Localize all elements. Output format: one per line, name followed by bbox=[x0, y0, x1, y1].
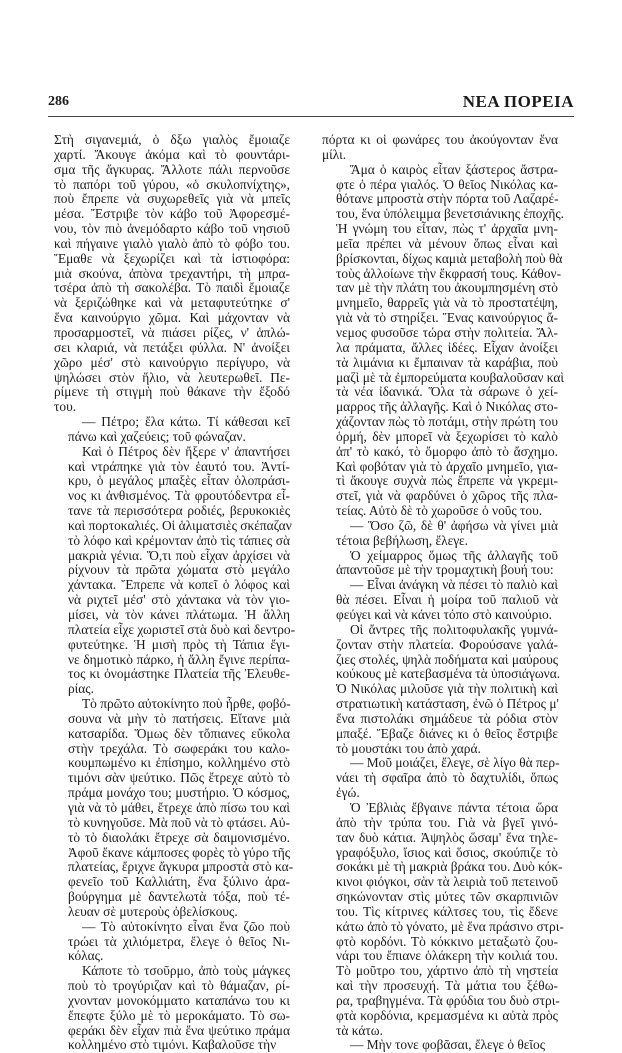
text-line: χάντακα. Ἔπρεπε νὰ κοπεῖ ὁ λόφος καὶ bbox=[68, 577, 290, 593]
text-line: σουνα νὰ μὴν τὸ πατήσεις. Εἴτανε μιὰ bbox=[68, 710, 290, 726]
text-line: ζιες στολές, ψηλὰ ποδήματα καὶ μαύρους bbox=[336, 651, 558, 667]
paragraph bbox=[322, 621, 561, 757]
text-line: ρίμενε τὴ στιγμὴ ποὺ θάκανε τὴν ἔξοδό bbox=[54, 384, 290, 400]
text-line: — Μὴν τονε φοβᾶσαι, ἔλεγε ὁ θεῖος bbox=[350, 1037, 546, 1053]
paragraph bbox=[54, 920, 290, 965]
page-header bbox=[48, 94, 574, 117]
text-line: πάνω καὶ χαζεύεις; τοῦ φώναζαν. bbox=[68, 428, 246, 444]
text-line: πόρτα κι οἱ φωνάρες του ἀκούγονταν ἕνα bbox=[322, 132, 558, 147]
text-line: καὶ πορτοκαλιές. Οἱ ἁλιματσιὲς σκέπαζαν bbox=[68, 517, 292, 533]
text-line: του. Τὶς κίτρινες κάλτσες του, τὶς ἔδενε bbox=[336, 903, 558, 919]
text-line: μνημεῖο, θαρρεῖς γιὰ νὰ τὸ προστατέψη, bbox=[336, 295, 558, 311]
text-line: γιὰ νὰ τὸ μάθει, ἔτρεχε ἀπὸ πίσω του καὶ bbox=[68, 799, 290, 815]
text-line: Οἱ ἄντρες τῆς πολιτοφυλακῆς γυμνά- bbox=[350, 621, 558, 637]
text-line: τος κι ὀνομάστηκε Πλατεία τῆς Ἐλευθε- bbox=[68, 666, 290, 682]
text-line: κόλας. bbox=[68, 948, 104, 964]
text-line: τὶ ἄκουγε συχνὰ πὼς ἔπρεπε νὰ γκρεμι- bbox=[336, 473, 558, 489]
text-line: ρα, τραβηγμένα. Τὰ φρύδια του δυὸ στρι- bbox=[336, 992, 560, 1008]
text-line: Καὶ φοβόταν γιὰ τὸ ἀρχαῖο μνημεῖο, για- bbox=[336, 458, 558, 474]
text-line: νου, τὸν πιὸ ἀνεμόδαρτο κάβο τοῦ νησιοῦ bbox=[54, 221, 290, 237]
text-line: ἕνα πιστολάκι σημάδευε τὰ ρόδια στὸν bbox=[336, 710, 558, 726]
text-line: κάτω ἀπὸ τὸ γόνατο, μὲ ἕνα πράσινο στρι- bbox=[336, 918, 564, 934]
paragraph bbox=[322, 519, 558, 549]
text-line: Ἀφοῦ ἔκανε κάμποσες φορὲς τὸ γύρο τῆς bbox=[68, 844, 290, 860]
text-line: Ὁ Νικόλας μιλοῦσε γιὰ τὴν πολιτικὴ καὶ bbox=[336, 681, 558, 697]
text-line: ψηλώσει στὸν ἥλιο, νὰ λευτερωθεῖ. Πε- bbox=[54, 369, 290, 385]
text-line: ρίχνουν τὰ πρῶτα χώματα στὸ μεγάλο bbox=[68, 562, 290, 578]
paragraph bbox=[322, 578, 558, 623]
paragraph bbox=[54, 443, 296, 697]
journal-title: ΝΕΑ ΠΟΡΕΙΑ bbox=[462, 92, 574, 111]
text-line: φεύγει καὶ νὰ κάνει τόπο στὸ καινούριο. bbox=[336, 607, 553, 622]
text-line: τείας. Αὐτὸ δὲ τὸ χωροῦσε ὁ νοῦς του. bbox=[336, 503, 543, 519]
text-line: Τὸ πρῶτο αὐτοκίνητο ποὺ ἦρθε, φοβό- bbox=[82, 696, 291, 712]
paragraph bbox=[322, 756, 558, 801]
text-line: Στὴ σιγανεμιά, ὁ δξω γιαλὸς ἔμοιαζε bbox=[54, 132, 290, 147]
text-line: φυτεύτηκε. Ἡ μισὴ πρὸς τὴ Τάπια ἔγι- bbox=[68, 636, 290, 652]
page-number: 286 bbox=[48, 94, 69, 109]
text-line: — Μοῦ μοιάζει, ἔλεγε, σὲ λίγο θὰ περ- bbox=[350, 755, 560, 771]
text-line: ζονταν στὴν πλατεία. Φορούσανε γαλά- bbox=[336, 636, 558, 652]
text-line: φτε ὁ πέρα γιαλός. Ὁ θεῖος Νικόλας κα- bbox=[336, 176, 558, 192]
text-line: κολλημένο στὸ τιμόνι. Καβαλοῦσε τὴν bbox=[68, 1037, 277, 1053]
text-line: μίσει, νὰ τὸν κάνει πλάτωμα. Ἡ ἄλλη bbox=[68, 607, 290, 622]
text-line: — Πέτρο; ἔλα κάτω. Τί κάθεσαι κεῖ bbox=[82, 414, 290, 430]
text-line: ἀπαντοῦσε μὲ τὴν τρομαχτικὴ βουή του: bbox=[336, 562, 554, 578]
text-line: σει κλαριά, νὰ πετάξει φύλλα. Ν' ἀνοίξει bbox=[54, 339, 290, 355]
text-line: Καὶ ὁ Πέτρος δὲν ἤξερε ν' ἀπαντήσει bbox=[82, 443, 290, 459]
paragraph bbox=[54, 415, 290, 445]
text-line: τιμόνι σὰν ψεύτικο. Πῶς ἔτρεχε αὐτὸ τὸ bbox=[68, 770, 290, 786]
right-text-column bbox=[322, 132, 565, 1053]
text-line: τὸ μουστάκι του ἀπὸ χαρά. bbox=[336, 740, 481, 756]
text-line: κατσαρίδα. Ὅμως δὲν τὄπιανες εὔκολα bbox=[68, 725, 290, 741]
paragraph bbox=[322, 799, 564, 1039]
text-line: του. bbox=[54, 399, 77, 415]
text-line: ὁρμή, δὲν μπορεῖ νὰ ξεχωρίσει τὸ καλὸ bbox=[336, 428, 558, 444]
text-line: χαρτί. Ἄκουγε ἀκόμα καὶ τὸ φουντάρι- bbox=[54, 146, 290, 162]
text-line: θὰ πέσει. Εἶναι ἡ μοίρα τοῦ παλιοῦ νὰ bbox=[336, 592, 558, 608]
text-line: καὶ ντράπηκε γιὰ τὸν ἑαυτό του. Ἀντί- bbox=[68, 458, 290, 474]
text-line: Ὁ Ἐβλιὰς ἔβγαινε πάντα τέτοια ὥρα bbox=[350, 799, 558, 815]
text-line: τὰ νέα ἰδανικά. Ὅλα τὰ σάρωνε ὁ χεί- bbox=[336, 384, 558, 400]
text-line: νὰ ξεριζώθηκε καὶ νὰ μεταφυτεύτηκε σ' bbox=[54, 295, 290, 311]
text-line: τὸ τὸ διαολάκι ἔτρεχε σὰ δαιμονισμένο. bbox=[68, 829, 290, 845]
text-line: τρώει τὰ χιλιόμετρα, ἔλεγε ὁ θεῖος Νι- bbox=[68, 933, 290, 949]
text-line: γραφόξυλο, ἴσιος καὶ ὅσιος, σκούπιζε τὸ bbox=[336, 844, 558, 860]
text-line: φεράκι δὲν εἶχαν πιὰ ἕνα ψεύτικο πράμα bbox=[68, 1022, 290, 1038]
text-line: — Εἶναι ἀνάγκη νὰ πέσει τὸ παλιὸ καὶ bbox=[350, 577, 558, 593]
text-line: στὴν τρεχάλα. Τὸ σωφεράκι του καλο- bbox=[68, 740, 290, 756]
text-line: πλατεία εἶχε χωριστεῖ στὰ δυὸ καὶ δεντρο- bbox=[68, 621, 296, 637]
text-line: Ἡ γνώμη του εἶταν, πὼς τ' ἀρχαῖα μνη- bbox=[336, 221, 558, 237]
text-line: χνονταν μονοκόμματο καταπάνω του κι bbox=[68, 992, 290, 1008]
text-line: ταν δυὸ κάτια. Ἀψηλὸς ὥσαμ' ἕνα τηλε- bbox=[336, 829, 558, 845]
text-line: φενεῖο τοῦ Καλλιάτη, ἕνα ξύλινο ἀρα- bbox=[68, 874, 290, 890]
text-line: σμα τῆς ἄγκυρας. Ἄλλοτε πάλι περνοῦσε bbox=[54, 161, 290, 177]
paragraph bbox=[54, 964, 290, 1053]
text-line: νὰ ριχτεῖ μέσ' στὸ χάντακα νὰ τὸν γιο- bbox=[68, 592, 290, 608]
text-line: νος κι ἀνθισμένος. Τὰ φρουτόδεντρα εἶ- bbox=[68, 488, 290, 504]
paragraph bbox=[322, 161, 565, 519]
text-line: μίλι. bbox=[322, 146, 347, 162]
text-line: ἐγώ. bbox=[336, 785, 360, 801]
text-line: σοκάκι μὲ τὴ μακριὰ βράκα του. Δυὸ κόκ- bbox=[336, 859, 563, 875]
text-line: φτὰ κορδόνια, κρεμασμένα κι αὐτὰ πρὸς bbox=[336, 1007, 558, 1023]
paragraph bbox=[322, 549, 558, 579]
text-line: ρίας. bbox=[68, 681, 94, 697]
text-line: μακριὰ γένια. Ὅ,τι ποὺ εἶχαν ἀρχίσει νὰ bbox=[68, 547, 290, 563]
text-line: Κάποτε τὸ τσοῦρμο, ἀπὸ τοὺς μάγκες bbox=[82, 963, 290, 979]
text-line: καὶ τὴν προσευχή. Τὰ μάτια του ξέθω- bbox=[336, 978, 558, 994]
text-line: μέσα. Ἔστριβε τὸν κάβο τοῦ Ἀφορεσμέ- bbox=[54, 206, 290, 222]
text-line: τοὺς ἀλλοίωνε τὴν ἔκφρασή τους. Κάθον- bbox=[336, 265, 562, 281]
text-line: μιὰ σκούνα, ἀπὸνα τρεχαντήρι, τὴ μπρα- bbox=[54, 265, 290, 281]
text-line: ἀπὸ τὴν τρύπα του. Γιὰ νὰ βγεῖ γινό- bbox=[336, 814, 558, 830]
text-line: λα πράματα, ἄλλες ἰδέες. Εἶχαν ἀνοίξει bbox=[336, 339, 558, 355]
text-line: Ἅμα ὁ καιρὸς εἶταν ξάστερος ἄστρα- bbox=[350, 161, 558, 177]
paragraph bbox=[322, 1038, 558, 1053]
text-line: κινοι φιόγκοι, σὰν τὰ λειριὰ τοῦ πετεινοῦ bbox=[336, 874, 558, 890]
text-line: — Τὸ αὐτοκίνητο εἶναι ἕνα ζῶο ποὺ bbox=[82, 918, 290, 934]
text-line: τὸ κυνηγοῦσε. Μὰ ποῦ νὰ τὸ φτάσει. Αὐ- bbox=[68, 814, 290, 830]
text-line: τανε τὰ περισσότερα ροδιές, βερυκοκιὲς bbox=[68, 503, 290, 519]
paragraph bbox=[54, 696, 294, 920]
paragraph bbox=[322, 133, 558, 163]
text-line: ποὺ τὸ τρογύριζαν καὶ τὸ θάμαζαν, ρί- bbox=[68, 978, 290, 994]
text-line: λευαν σὲ μυτεροὺς ὀβελίσκους. bbox=[68, 903, 238, 919]
text-line: τὰ κάτω. bbox=[336, 1022, 383, 1038]
text-line: χάζονταν πὼς τὸ ποτάμι, στὴν πρώτη του bbox=[336, 414, 558, 430]
text-line: μπαξέ. Ἔβαζε διάνες κι ὁ θεῖος ἔστριβε bbox=[336, 725, 558, 741]
paragraph bbox=[54, 133, 290, 415]
text-line: χῶρο μέσ' στὸ καινούργιο περίγυρο, νὰ bbox=[54, 354, 290, 370]
text-line: τέτοια βεβήλωση, ἔλεγε. bbox=[336, 532, 468, 548]
text-line: κούκους μὲ κατεβασμένα τὰ ὑποσιάγωνα. bbox=[336, 666, 561, 682]
text-line: τὸ λόφο καὶ κρέμονταν ἀπὸ τὶς τάπιες σὰ bbox=[68, 532, 290, 548]
text-line: νάρι του ἔπιανε ὁλάκερη τὴν κοιλιά του. bbox=[336, 948, 558, 964]
text-line: καὶ πήγαινε γιαλὸ γιαλὸ ἀπὸ τὸ φόβο του. bbox=[54, 235, 290, 251]
text-line: Τὸ μοῦτρο του, χάρτινο ἀπὸ τὴ νηστεία bbox=[336, 963, 558, 979]
text-line: στεῖ, γιὰ νὰ φαρδύνει ὁ χῶρος τῆς πλα- bbox=[336, 488, 558, 504]
text-line: θότανε μπροστὰ στὴν πόρτα τοῦ Λαζαρέ- bbox=[336, 191, 559, 207]
text-line: Ἔμαθε νὰ ξεχωρίζει καὶ τὰ ἱστιοφόρα: bbox=[54, 250, 290, 266]
text-line: μεῖα πρέπει νὰ μένουν ὅπως εἶναι καὶ bbox=[336, 235, 558, 251]
text-line: πράμα μονάχο του; μυστήριο. Ὁ κόσμος, bbox=[68, 785, 290, 801]
text-line: μαρρος τῆς ἀλλαγῆς. Καὶ ὁ Νικόλας στο- bbox=[336, 399, 558, 415]
text-line: κρυ, ὁ μεγάλος μπαξὲς εἶταν ὁλοπράσι- bbox=[68, 473, 290, 489]
text-line: νάει τὴ σφαῖρα ἀπὸ τὸ δαχτυλίδι, ὅπως bbox=[336, 770, 558, 786]
text-line: ἀπ' τὸ κακό, τὸ ὄμορφο ἀπὸ τὸ ἄσχημο. bbox=[336, 443, 558, 459]
text-line: κουμπωμένο κι ἐπίσημο, κολλημένο στὸ bbox=[68, 755, 290, 771]
text-line: ἔπεφτε ξύλο μὲ τὸ μεροκάματο. Τὸ σω- bbox=[68, 1007, 290, 1023]
text-line: τὸ παπόρι τοῦ γύρου, «ὁ σκυλοπνίχτης», bbox=[54, 176, 290, 192]
text-line: τὰ λιμάνια κι ἔμπαιναν τὰ καράβια, ποὺ bbox=[336, 354, 558, 370]
text-line: τσέρα ἀπὸ τὴ σακολέβα. Τὸ παιδὶ ἔμοιαζε bbox=[54, 280, 290, 296]
text-line: στρατιωτικὴ κατάσταση, ἐνῶ ὁ Πέτρος μ' bbox=[336, 696, 559, 712]
text-line: ταν μὲ τὴν πλάτη του ἀκουμπησμένη στὸ bbox=[336, 280, 558, 296]
text-line: γιὰ νὰ τὸ στηρίξει. Ἕνας καινούργιος ἄ- bbox=[336, 310, 558, 326]
text-line: του, ἕνα ὑπόλειμμα βενετσιάνικης ἐποχῆς. bbox=[336, 206, 565, 222]
left-text-column bbox=[54, 132, 296, 1053]
text-line: νε δημοτικὸ πάρκο, ἡ ἄλλη ἔγινε περίπα- bbox=[68, 651, 290, 667]
text-line: ποὺ ἔπρεπε νὰ συχωρεθεῖς γιὰ νὰ μπεῖς bbox=[54, 191, 290, 207]
text-line: σηκώνονταν στὶς μύτες τῶν σκαρπινιῶν bbox=[336, 889, 558, 905]
text-line: Ὁ χείμαρρος ὅμως τῆς ἀλλαγῆς τοῦ bbox=[350, 547, 558, 563]
text-line: πλατείας, ἔριχνε ἄγκυρα μπροστὰ στὸ κα- bbox=[68, 859, 294, 875]
text-line: φτὸ κορδόνι. Τὸ κόκκινο μεταξωτὸ ζου- bbox=[336, 933, 558, 949]
text-line: προσαρμοστεῖ, νὰ πιάσει ρίζες, ν' ἁπλώ- bbox=[54, 324, 290, 340]
text-line: νεμος φυσοῦσε τώρα στὴν πολιτεία. Ἄλ- bbox=[336, 324, 558, 340]
text-line: βρίσκονται, δίχως καμιὰ μεταβολὴ ποὺ θὰ bbox=[336, 250, 563, 266]
text-line: — Ὅσο ζῶ, δὲ θ' ἀφήσω νὰ γίνει μιὰ bbox=[350, 517, 558, 533]
text-line: μαζὶ μὲ τὰ ἐμπορεύματα κουβαλοῦσαν καὶ bbox=[336, 369, 565, 385]
text-line: ἕνα καινούργιο χῶμα. Καὶ μάχονταν νὰ bbox=[54, 310, 290, 326]
text-line: βούργημα μὲ δαντελωτὰ τόξα, ποὺ τέ- bbox=[68, 889, 290, 905]
